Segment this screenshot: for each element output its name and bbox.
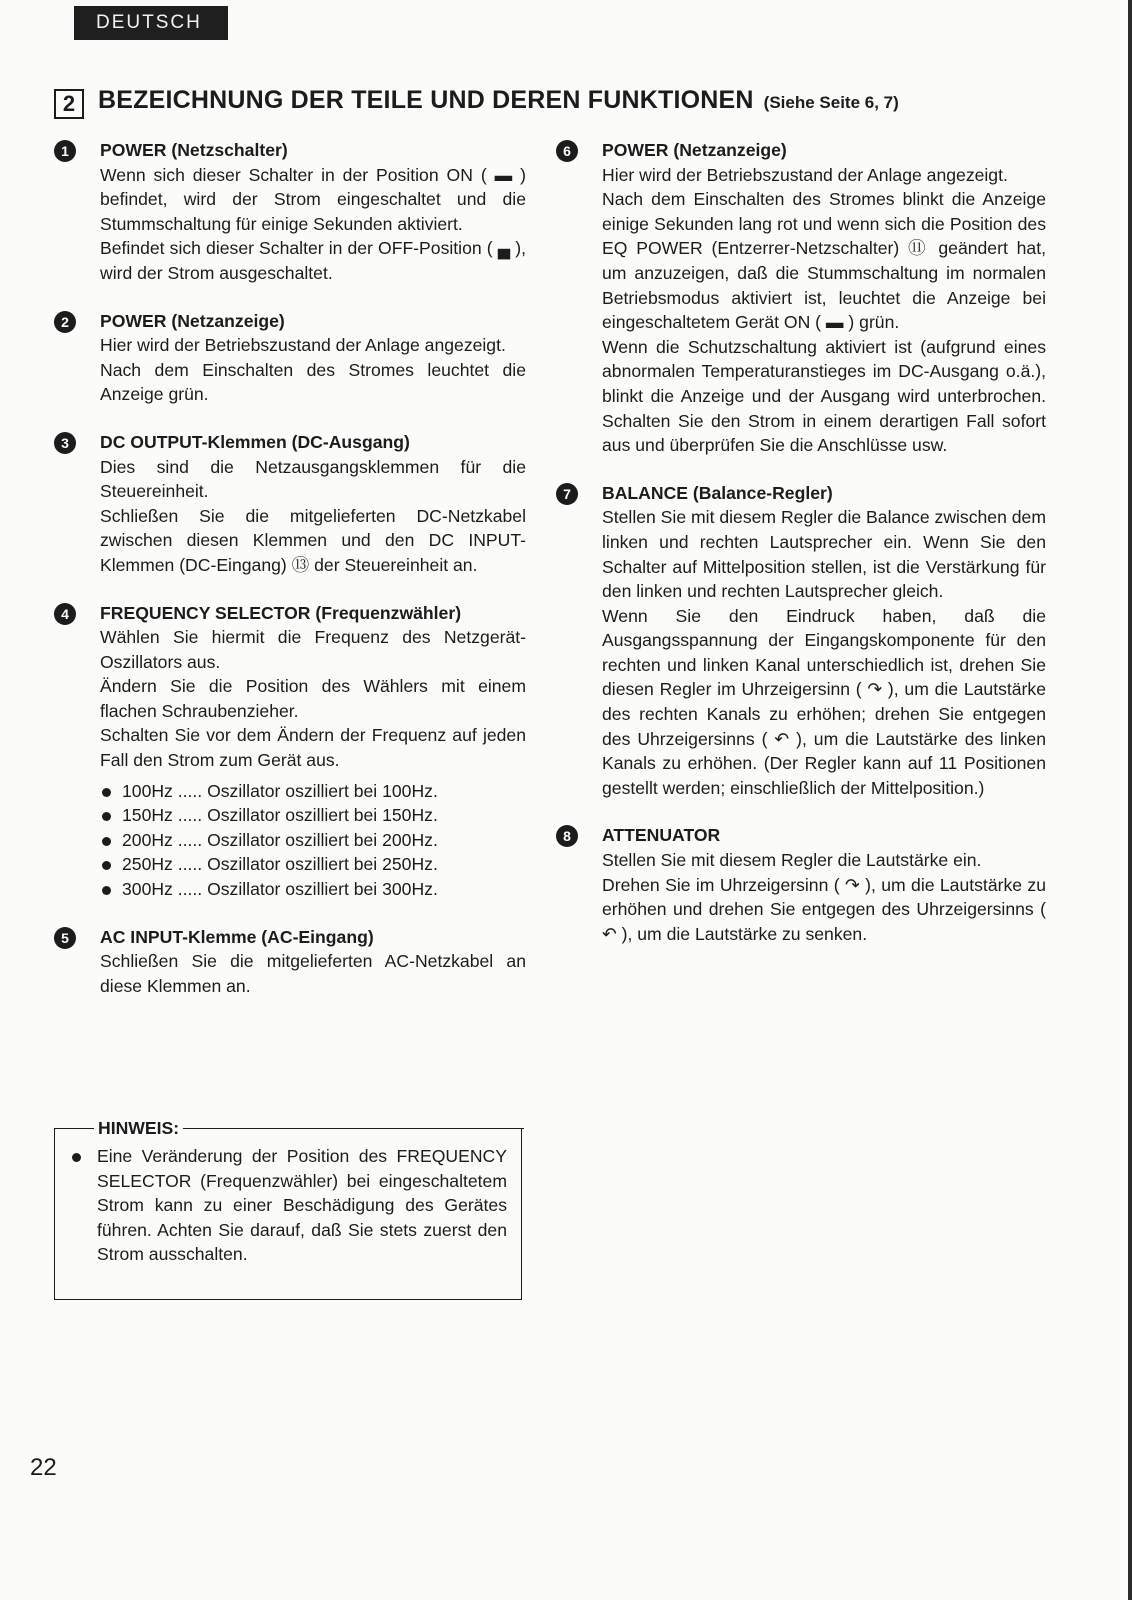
item-title: ATTENUATOR	[602, 825, 721, 846]
part-item	[556, 481, 1046, 801]
item-number-badge: 5	[54, 927, 76, 949]
item-paragraph: Befindet sich dieser Schalter in der OFF-Position ( ▄ ), wird der Strom ausgeschaltet.	[100, 238, 526, 283]
part-item	[54, 309, 526, 407]
part-item	[54, 138, 526, 286]
part-item	[556, 823, 1046, 946]
item-number-badge: 2	[54, 311, 76, 333]
item-title: BALANCE (Balance-Regler)	[602, 482, 833, 503]
item-paragraph: Dies sind die Netzausgangsklemmen für die Steuereinheit.	[100, 456, 526, 502]
item-paragraph: Nach dem Einschalten des Stromes blinkt die Anzeige einige Sekunden lang rot und wenn sich die Position des EQ POWER (Entzerrer-Netzschalter) ⑪ geändert hat, um anzuzeigen, daß die Stummschaltung im normalen Betriebsmodus aktiviert ist, leuchtet die Anzeige bei eingeschaltetem Gerät ON ( ▬ ) grün.	[602, 189, 1046, 333]
frequency-list-item: 100Hz ..... Oszillator oszilliert bei 100Hz.	[100, 779, 526, 804]
item-paragraph: Wenn Sie den Eindruck haben, daß die Ausgangsspannung der Eingangskomponente für den rechten und linken Kanal unterschiedlich ist, drehen Sie diesen Regler im Uhrzeigersinn ( ↷ ), um die Lautstärke des rechten Kanals zu erhöhen; drehen Sie entgegen des Uhrzeigersinns ( ↶ ), um die Lautstärke des linken Kanals zu erhöhen. (Der Regler kann auf 11 Positionen gestellt werden; einschließlich der Mittelposition.)	[602, 605, 1046, 798]
item-paragraph: Hier wird der Betriebszustand der Anlage angezeigt.	[602, 164, 1008, 185]
item-number-badge: 7	[556, 483, 578, 505]
page-number: 22	[30, 1454, 57, 1481]
item-number-badge: 1	[54, 140, 76, 162]
item-paragraph: Wenn sich dieser Schalter in der Position ON ( ▬ ) befindet, wird der Strom eingeschaltet und die Stummschaltung für einige Sekunden aktiviert.	[100, 164, 526, 234]
item-number-badge: 4	[54, 603, 76, 625]
item-paragraph: Hier wird der Betriebszustand der Anlage angezeigt.	[100, 335, 506, 356]
right-column	[556, 138, 1046, 969]
item-paragraph: Schließen Sie die mitgelieferten DC-Netzkabel zwischen diesen Klemmen und den DC INPUT-Klemmen (DC-Eingang) ⑬ der Steuereinheit an.	[100, 505, 526, 575]
frequency-list	[100, 779, 526, 902]
frequency-list-item: 150Hz ..... Oszillator oszilliert bei 150Hz.	[100, 803, 526, 828]
frequency-list-item: 200Hz ..... Oszillator oszilliert bei 200Hz.	[100, 828, 526, 853]
item-paragraph: Ändern Sie die Position des Wählers mit einem flachen Schraubenzieher.	[100, 676, 526, 721]
part-item	[54, 925, 526, 999]
binding-edge	[1128, 0, 1132, 1600]
part-item	[54, 430, 526, 578]
item-paragraph: Drehen Sie im Uhrzeigersinn ( ↷ ), um die Lautstärke zu erhöhen und drehen Sie entgegen des Uhrzeigersinns ( ↶ ), um die Lautstärke zu senken.	[602, 874, 1046, 944]
note-rule	[54, 1128, 94, 1130]
item-title: FREQUENCY SELECTOR (Frequenzwähler)	[100, 602, 462, 623]
note-box	[54, 1118, 522, 1300]
section-number: 2	[54, 89, 84, 119]
item-title: POWER (Netzanzeige)	[100, 310, 285, 331]
item-paragraph: Stellen Sie mit diesem Regler die Balance zwischen dem linken und rechten Lautsprecher ein. Wenn Sie den Schalter auf Mittelposition stellen, ist die Verstärkung für den linken und rechten Lautsprecher gleich.	[602, 507, 1046, 602]
item-number-badge: 3	[54, 432, 76, 454]
frequency-list-item: 250Hz ..... Oszillator oszilliert bei 250Hz.	[100, 852, 526, 877]
section-title: BEZEICHNUNG DER TEILE UND DEREN FUNKTIONEN	[98, 86, 754, 114]
item-paragraph: Schließen Sie die mitgelieferten AC-Netzkabel an diese Klemmen an.	[100, 951, 526, 996]
section-page-reference: (Siehe Seite 6, 7)	[763, 93, 899, 112]
left-column	[54, 138, 526, 1021]
note-header	[54, 1116, 524, 1141]
item-paragraph: Wählen Sie hiermit die Frequenz des Netzgerät-Oszillators aus.	[100, 627, 526, 672]
item-paragraph: Nach dem Einschalten des Stromes leuchtet die Anzeige grün.	[100, 359, 526, 405]
item-paragraph: Schalten Sie vor dem Ändern der Frequenz auf jeden Fall den Strom zum Gerät aus.	[100, 725, 526, 771]
item-paragraph: Stellen Sie mit diesem Regler die Lautstärke ein.	[602, 850, 982, 871]
item-paragraph: Wenn die Schutzschaltung aktiviert ist (aufgrund eines abnormalen Temperaturanstieges im DC-Ausgang o.ä.), blinkt die Anzeige und der Ausgang wird unterbrochen. Schalten Sie den Strom in einem derartigen Fall sofort aus und überprüfen Sie die Anschlüsse usw.	[602, 336, 1046, 456]
language-tab: DEUTSCH	[74, 6, 228, 40]
part-item	[54, 601, 526, 902]
item-number-badge: 6	[556, 140, 578, 162]
item-title: POWER (Netzschalter)	[100, 140, 288, 160]
section-heading	[54, 86, 1114, 116]
frequency-list-item: 300Hz ..... Oszillator oszilliert bei 300Hz.	[100, 877, 526, 902]
item-number-badge: 8	[556, 825, 578, 847]
note-label: HINWEIS:	[94, 1116, 183, 1141]
item-title: POWER (Netzanzeige)	[602, 140, 787, 160]
note-text: Eine Veränderung der Position des FREQUENCY SELECTOR (Frequenzwähler) bei eingeschaltetem Strom kann zu einer Beschädigung des Gerätes führen. Achten Sie darauf, daß Sie stets zuerst den Strom ausschalten.	[69, 1144, 507, 1267]
note-rule	[183, 1128, 524, 1130]
item-title: DC OUTPUT-Klemmen (DC-Ausgang)	[100, 431, 410, 452]
item-title: AC INPUT-Klemme (AC-Eingang)	[100, 926, 374, 947]
part-item	[556, 138, 1046, 458]
